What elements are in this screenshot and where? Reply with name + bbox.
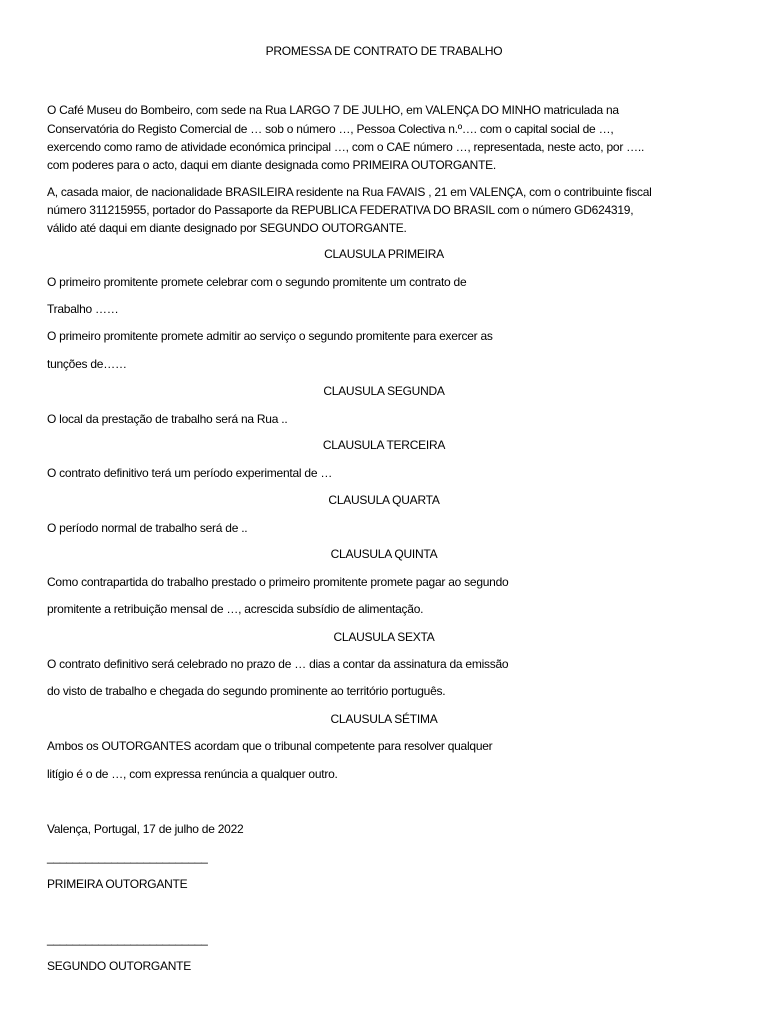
document-title: PROMESSA DE CONTRATO DE TRABALHO bbox=[265, 44, 503, 58]
clause-line: O primeiro promitente promete admitir ao serviço o segundo promitente para exercer as bbox=[47, 329, 493, 343]
clause-line: O contrato definitivo terá um período experimental de … bbox=[47, 466, 333, 480]
signatory-label: PRIMEIRA OUTORGANTE bbox=[47, 877, 188, 891]
party2-line: número 311215955, portador do Passaporte da REPUBLICA FEDERATIVA DO BRASIL com o número GD624319, bbox=[47, 203, 634, 217]
clause-line: O contrato definitivo será celebrado no prazo de … dias a contar da assinatura da emissão bbox=[47, 657, 509, 671]
clause-heading: CLAUSULA SÉTIMA bbox=[330, 712, 438, 726]
clause-heading: CLAUSULA TERCEIRA bbox=[322, 438, 446, 452]
clause-line: litígio é o de …, com expressa renúncia a qualquer outro. bbox=[47, 767, 338, 781]
clause-heading: CLAUSULA PRIMEIRA bbox=[324, 247, 444, 261]
clause-line: Como contrapartida do trabalho prestado o primeiro promitente promete pagar ao segundo bbox=[47, 575, 509, 589]
party2-line: A, casada maior, de nacionalidade BRASILEIRA residente na Rua FAVAIS , 21 em VALENÇA, com o contribuinte fiscal bbox=[47, 185, 652, 199]
clause-line: do visto de trabalho e chegada do segundo prominente ao território português. bbox=[47, 684, 446, 698]
intro-line: Conservatória do Registo Comercial de … sob o número …, Pessoa Colectiva n.º…. com o capital social de …, bbox=[47, 122, 614, 136]
clause-heading: CLAUSULA SEGUNDA bbox=[323, 384, 445, 398]
clause-line: O local da prestação de trabalho será na Rua .. bbox=[47, 412, 288, 426]
intro-line: exercendo como ramo de atividade económica principal …, com o CAE número …, representada, neste acto, por ….. bbox=[47, 140, 645, 154]
place-date: Valença, Portugal, 17 de julho de 2022 bbox=[47, 822, 244, 836]
clause-line: Trabalho …… bbox=[47, 302, 119, 316]
clause-line: O período normal de trabalho será de .. bbox=[47, 521, 248, 535]
clause-heading: CLAUSULA QUARTA bbox=[328, 493, 440, 507]
party2-line: válido até daqui em diante designado por SEGUNDO OUTORGANTE. bbox=[47, 221, 407, 235]
clause-line: Ambos os OUTORGANTES acordam que o tribunal competente para resolver qualquer bbox=[47, 739, 493, 753]
clause-line: O primeiro promitente promete celebrar com o segundo promitente um contrato de bbox=[47, 275, 467, 289]
signature-line: _________________________ bbox=[47, 850, 208, 864]
clause-line: tunções de…… bbox=[47, 357, 127, 371]
intro-line: O Café Museu do Bombeiro, com sede na Rua LARGO 7 DE JULHO, em VALENÇA DO MINHO matriculada na bbox=[47, 103, 619, 117]
clause-heading: CLAUSULA SEXTA bbox=[333, 630, 435, 644]
clause-heading: CLAUSULA QUINTA bbox=[330, 547, 438, 561]
signatory-label: SEGUNDO OUTORGANTE bbox=[47, 959, 191, 973]
clause-line: promitente a retribuição mensal de …, acrescida subsídio de alimentação. bbox=[47, 602, 424, 616]
intro-line: com poderes para o acto, daqui em diante designada como PRIMEIRA OUTORGANTE. bbox=[47, 158, 496, 172]
signature-line: _________________________ bbox=[47, 932, 208, 946]
